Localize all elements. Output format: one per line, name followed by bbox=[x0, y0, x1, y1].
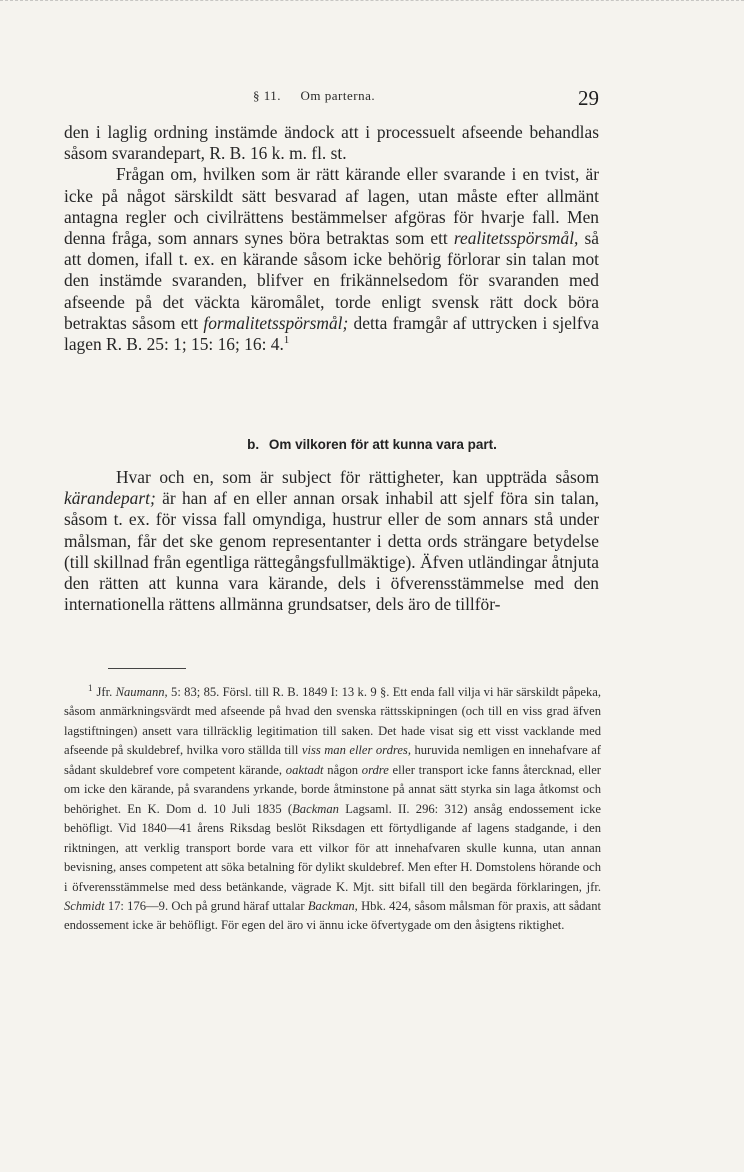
paragraph-fragan bbox=[64, 164, 599, 355]
italic-term: kärandepart; bbox=[64, 488, 156, 509]
section-title: Om vilkoren för att kunna vara part. bbox=[268, 437, 497, 452]
paragraph-text: Hvar och en, som är subject för rättigheter, kan uppträda såsom bbox=[116, 467, 599, 487]
paragraph-text: så att domen, ifall t. ex. en kärande såsom icke behörig förlorar sin talan mot den instämde svaranden, blifver en frikännelsedom för svaranden med afseende på det väckta käromålet, torde enligt svensk rätt dock böra betraktas såsom ett bbox=[64, 228, 599, 333]
footnote-1 bbox=[64, 683, 601, 936]
footnotes bbox=[64, 683, 601, 936]
page-number: 29 bbox=[578, 86, 599, 110]
author-name: Naumann, bbox=[115, 685, 168, 699]
main-text-upper bbox=[64, 122, 599, 355]
section-letter: b. bbox=[247, 437, 260, 452]
footnote-text: Jfr. bbox=[96, 685, 116, 699]
footnote-text: eller transport icke fanns återcknad, eller om icke den kärande, på svarandens yrkande, borde åtminstone på annat sätt styrka sin laga åtkomst och behörighet. En K. Dom d. 10 Juli 1835 ( bbox=[64, 762, 601, 816]
footnote-text: 17: 176—9. Och på grund häraf uttalar bbox=[104, 898, 308, 913]
section-heading bbox=[0, 437, 744, 452]
author-name: Backman, bbox=[307, 898, 358, 913]
footnote-text: huruvida nemligen en innehafvare af sådant skuldebref vore competent kärande, bbox=[64, 743, 601, 777]
main-text-lower bbox=[64, 467, 599, 615]
footnote-divider bbox=[108, 668, 186, 669]
italic-term: oaktadt bbox=[285, 762, 324, 777]
chapter-title: Om parterna. bbox=[300, 88, 376, 103]
running-head bbox=[0, 86, 744, 110]
footnote-text: Lagsaml. II. 296: 312) ansåg endossement icke behöfligt. Vid 1840—41 årens Riksdag beslöt Riksdagen ett förtydligande af lagens stadgande, i den riktningen, att verklig transport borde vara ett vilkor för att innehafvaren skulle kunna, utan annan bevisning, anses competent att söka betalning för dylikt skuldebref. Men efter H. Domstolens hörande och i öfverensstämmelse med dess betänkande, vägrade K. Mjt. sitt bifall till den begärda förklaringen, jfr. bbox=[64, 801, 601, 894]
italic-term: ordre bbox=[361, 762, 389, 777]
footnote-reference: 1 bbox=[283, 334, 290, 347]
footnote-marker: 1 bbox=[88, 682, 93, 693]
paragraph-text: den i laglig ordning instämde ändock att i processuelt afseende behandlas såsom svarandepart, R. B. 16 k. m. fl. st. bbox=[64, 122, 599, 164]
author-name: Schmidt bbox=[64, 898, 105, 913]
author-name: Backman bbox=[292, 801, 339, 816]
top-scan-edge bbox=[0, 0, 744, 7]
footnote-text: 5: 83; 85. Försl. till R. B. 1849 I: 13 k. 9 §. Ett enda fall vilja vi här särskildt påpeka, såsom anmärkningsvärdt med afseende på hvad den svenska rättsskipningen (och till en viss grad äfven lagstiftningen) ansett vara tillräcklig legitimation till saken. Det hade visat sig ett visst vacklande med afseende på skuldebref, hvilka voro ställda till bbox=[64, 685, 601, 758]
paragraph-text: Frågan om, hvilken som är rätt kärande eller svarande i en tvist, är icke på något särskildt sätt besvarad af lagen, utan måste efter allmänt antagna regler och civilrättens bestämmelser afgöras för hvarje fall. Men denna fråga, som annars synes böra betraktas som ett bbox=[64, 164, 599, 249]
italic-term: viss man eller ordres, bbox=[301, 743, 411, 758]
italic-term: realitetsspörsmål, bbox=[453, 228, 579, 249]
paragraph-hvar bbox=[64, 467, 599, 615]
paragraph-text: detta framgår af uttrycken i sjelfva lagen R. B. 25: 1; 15: 16; 16: 4. bbox=[64, 312, 599, 355]
paragraph-continuation bbox=[64, 122, 599, 164]
italic-term: formalitetsspörsmål; bbox=[203, 312, 349, 333]
paragraph-text: är han af en eller annan orsak inhabil att sjelf föra sin talan, såsom t. ex. för vissa fall omyndiga, hustrur eller de som annars stå under målsman, får det ske genom representanter i detta ords strängare betydelse (till skillnad från egentliga rättegångsfullmäktige). Äfven utländingar åtnjuta den rätten att kunna vara kärande, dels i öfverensstämmelse med den internationella rättens allmänna grundsatser, dels äro de tillför- bbox=[64, 488, 599, 615]
running-head-title bbox=[253, 88, 375, 104]
footnote-text: någon bbox=[323, 762, 362, 777]
footnote-text: Hbk. 424, såsom målsman för praxis, att sådant endossement icke är behöfligt. För egen del äro vi ännu icke öfvertygade om den åsigtens riktighet. bbox=[64, 898, 601, 933]
section-number: § 11. bbox=[253, 88, 282, 103]
